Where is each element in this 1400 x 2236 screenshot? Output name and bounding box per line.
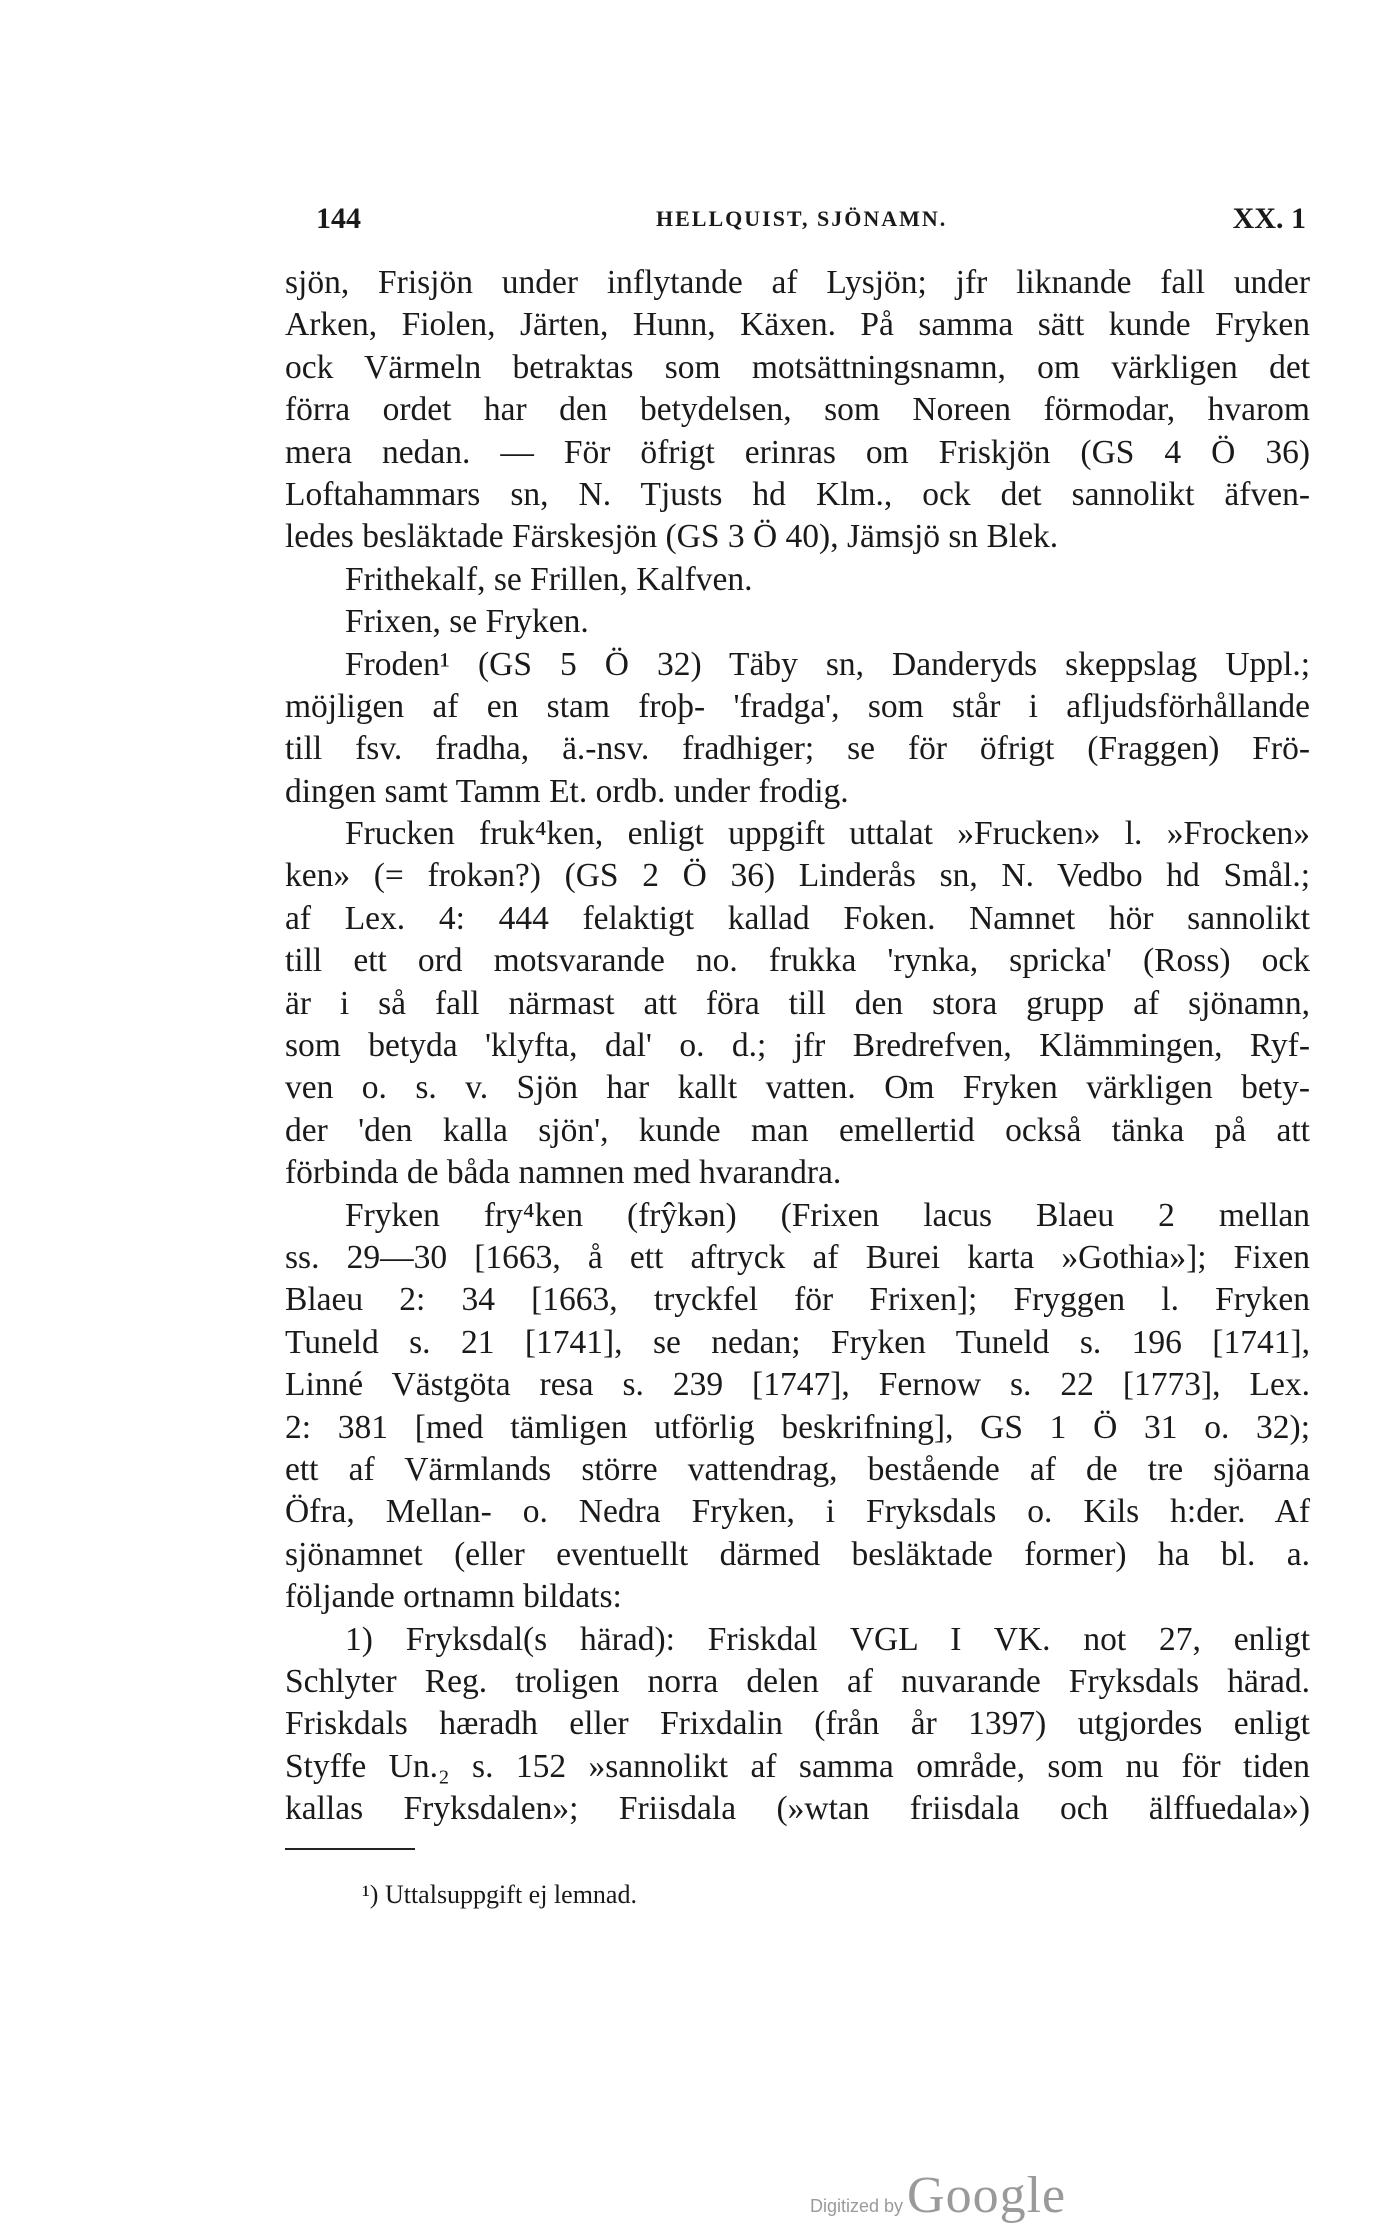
text-line: der 'den kalla sjön', kunde man emellertid också tänka på att [285, 1111, 1310, 1149]
running-head [316, 202, 1306, 242]
watermark-prefix: Digitized by [810, 2196, 904, 2216]
text-line: möjligen af en stam froþ- 'fradga', som står i afljudsförhållande [285, 687, 1310, 725]
text-line: ledes besläktade Färskesjön (GS 3 Ö 40), Jämsjö sn Blek. [285, 518, 1059, 556]
text-line: till ett ord motsvarande no. frukka 'rynka, spricka' (Ross) ock [285, 942, 1310, 980]
text-line: förra ordet har den betydelsen, som Noreen förmodar, hvarom [285, 391, 1310, 429]
text-line: Arken, Fiolen, Järten, Hunn, Käxen. På samma sätt kunde Fryken [285, 306, 1310, 344]
volume-label: XX. 1 [1232, 202, 1306, 235]
entry-heading: Frixen, se Fryken. [345, 603, 589, 641]
text-line: Linné Västgöta resa s. 239 [1747], Fernow s. 22 [1773], Lex. [285, 1366, 1310, 1404]
text-line: ven o. s. v. Sjön har kallt vatten. Om Fryken värkligen bety- [285, 1069, 1310, 1107]
text-line: sjön, Frisjön under inflytande af Lysjön; jfr liknande fall under [285, 264, 1310, 301]
text-line: Tuneld s. 21 [1741], se nedan; Fryken Tuneld s. 196 [1741], [285, 1323, 1310, 1361]
text-line: följande ortnamn bildats: [285, 1578, 622, 1616]
google-logo: Google [907, 2167, 1067, 2224]
text-line: Styffe Un.₂ s. 152 »sannolikt af samma område, som nu för tiden [285, 1747, 1310, 1785]
text-line: 2: 381 [med tämligen utförlig beskrifning], GS 1 Ö 31 o. 32); [285, 1408, 1310, 1446]
entry-heading: Froden¹ (GS 5 Ö 32) Täby sn, Danderyds skeppslag Uppl.; [345, 645, 1310, 683]
text-line: ett af Värmlands större vattendrag, bestående af de tre sjöarna [285, 1450, 1310, 1488]
text-line: Öfra, Mellan- o. Nedra Fryken, i Fryksdals o. Kils h:der. Af [285, 1493, 1310, 1531]
text-line: kallas Fryksdalen»; Friisdala (»wtan friisdala och älffuedala») [285, 1790, 1310, 1828]
text-line: förbinda de båda namnen med hvarandra. [285, 1154, 842, 1192]
text-line: ss. 29—30 [1663, å ett aftryck af Burei karta »Gothia»]; Fixen [285, 1238, 1310, 1276]
text-line: som betyda 'klyfta, dal' o. d.; jfr Bredrefven, Klämmingen, Ryf- [285, 1027, 1310, 1065]
text-line: sjönamnet (eller eventuellt därmed besläktade former) ha bl. a. [285, 1535, 1310, 1573]
footnote-rule [285, 1848, 415, 1850]
text-line: ken» (= frokən?) (GS 2 Ö 36) Linderås sn, N. Vedbo hd Smål.; [285, 857, 1310, 895]
text-line: Loftahammars sn, N. Tjusts hd Klm., ock det sannolikt äfven- [285, 475, 1310, 513]
text-line: Blaeu 2: 34 [1663, tryckfel för Frixen]; Fryggen l. Fryken [285, 1281, 1310, 1319]
text-line: dingen samt Tamm Et. ordb. under frodig. [285, 772, 849, 810]
text-line: Friskdals hæradh eller Frixdalin (från år 1397) utgjordes enligt [285, 1705, 1310, 1743]
running-title: HELLQUIST, SJÖNAMN. [656, 206, 948, 231]
list-item: 1) Fryksdal(s härad): Friskdal VGL I VK. not 27, enligt [345, 1620, 1310, 1658]
text-line: af Lex. 4: 444 felaktigt kallad Foken. Namnet hör sannolikt [285, 899, 1310, 937]
entry-heading: Frucken fruk⁴ken, enligt uppgift uttalat »Frucken» l. »Frocken» [345, 815, 1310, 853]
text-line: är i så fall närmast att föra till den stora grupp af sjönamn, [285, 984, 1310, 1022]
text-line: till fsv. fradha, ä.-nsv. fradhiger; se för öfrigt (Fraggen) Frö- [285, 730, 1310, 768]
entry-heading: Frithekalf, se Frillen, Kalfven. [345, 560, 753, 598]
body-text [285, 262, 1310, 1830]
page-number: 144 [316, 202, 361, 235]
text-line: Schlyter Reg. troligen norra delen af nuvarande Fryksdals härad. [285, 1662, 1310, 1700]
text-line: ock Värmeln betraktas som motsättningsnamn, om värkligen det [285, 348, 1310, 386]
entry-heading: Fryken fry⁴ken (frŷkən) (Frixen lacus Blaeu 2 mellan [345, 1196, 1310, 1234]
footnote: ¹) Uttalsuppgift ej lemnad. [362, 1880, 637, 1909]
digitized-watermark [810, 2166, 1066, 2225]
text-line: mera nedan. — För öfrigt erinras om Friskjön (GS 4 Ö 36) [285, 433, 1310, 471]
